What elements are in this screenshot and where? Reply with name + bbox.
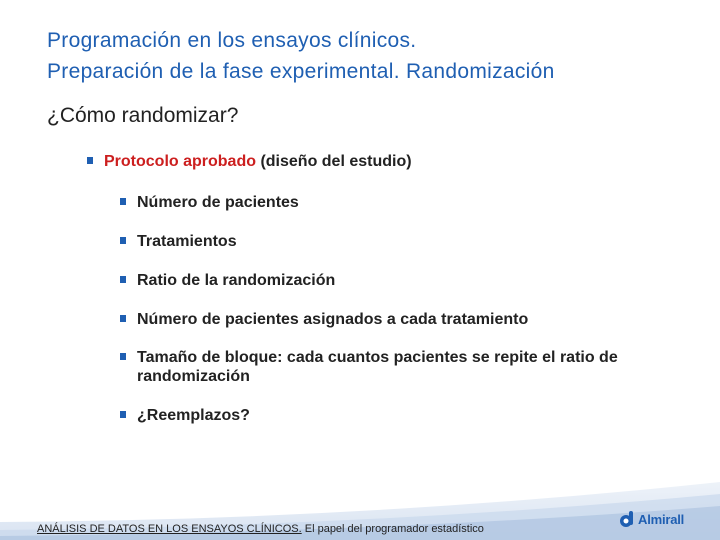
bullet-square-icon <box>120 198 126 205</box>
sub-bullet <box>120 348 660 386</box>
bullet-square-icon <box>120 237 126 244</box>
bullet-square-icon <box>87 157 93 164</box>
sub-bullet <box>120 271 680 290</box>
sub-bullet-text: Tratamientos <box>137 233 237 250</box>
sub-bullet-text: ¿Reemplazos? <box>137 407 250 424</box>
slide-title-line-1: Programación en los ensayos clínicos. <box>47 29 417 52</box>
sub-bullet <box>120 406 680 425</box>
sub-bullet <box>120 193 680 212</box>
sub-bullet-text: Ratio de la randomización <box>137 272 336 289</box>
sub-bullet <box>120 232 680 251</box>
bullet-square-icon <box>120 411 126 418</box>
logo-text: Almirall <box>638 511 685 527</box>
main-bullet <box>87 152 412 171</box>
almirall-logo-icon <box>620 510 636 528</box>
main-bullet-text <box>104 152 412 171</box>
bullet-square-icon <box>120 353 126 360</box>
slide-title-line-2: Preparación de la fase experimental. Randomización <box>47 60 555 83</box>
sub-bullet <box>120 310 680 329</box>
footer-caption-rest: El papel del programador estadístico <box>301 523 484 535</box>
section-question: ¿Cómo randomizar? <box>47 104 239 127</box>
sub-bullet-text: Número de pacientes <box>137 194 299 211</box>
sub-bullet-text: Tamaño de bloque: cada cuantos pacientes se repite el ratio de randomización <box>137 349 618 385</box>
main-bullet-highlight: Protocolo aprobado <box>104 153 256 170</box>
bullet-square-icon <box>120 315 126 322</box>
slide-title <box>47 25 555 87</box>
bullet-square-icon <box>120 276 126 283</box>
footer-caption-caps: ANÁLISIS DE DATOS EN LOS ENSAYOS CLÍNICOS. <box>37 523 302 535</box>
main-bullet-rest: (diseño del estudio) <box>256 153 412 170</box>
footer-caption <box>37 523 484 535</box>
company-logo <box>620 510 684 528</box>
sub-bullet-text: Número de pacientes asignados a cada tratamiento <box>137 311 529 328</box>
